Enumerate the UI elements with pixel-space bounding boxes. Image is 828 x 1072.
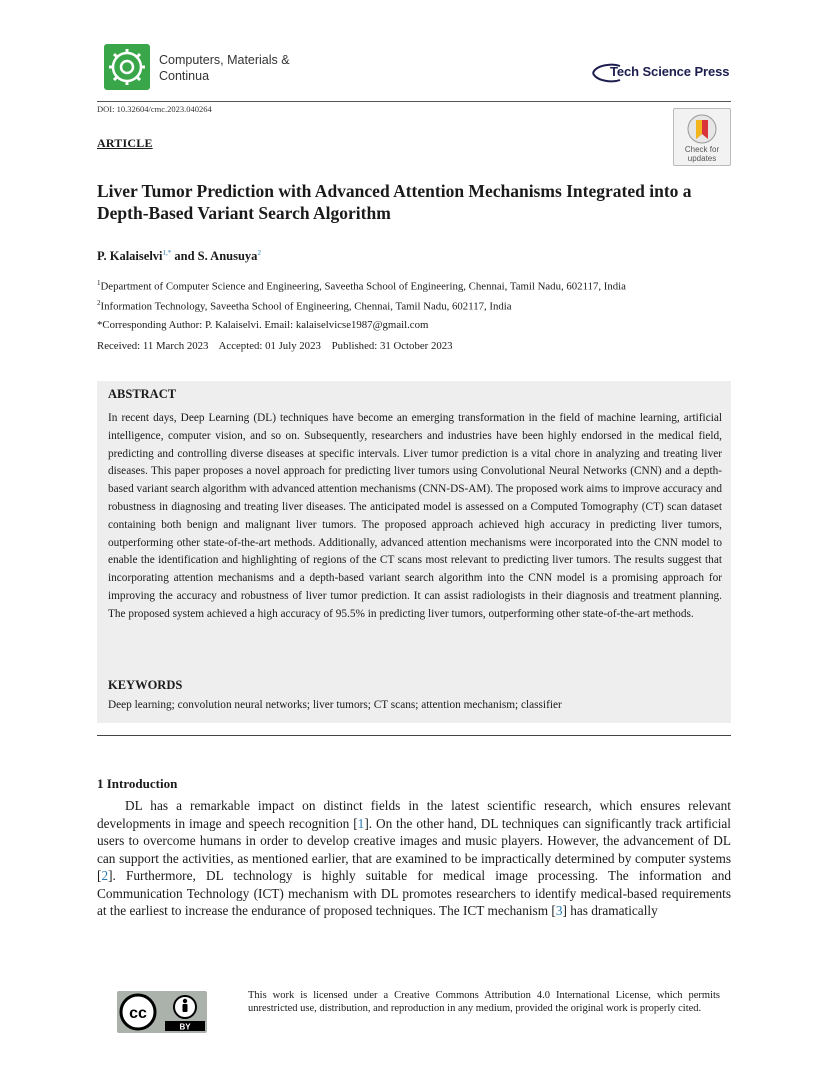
publisher-name: Tech Science Press (610, 64, 730, 79)
section-heading-introduction: 1 Introduction (97, 776, 178, 791)
journal-logo (104, 44, 150, 90)
corresponding-author: *Corresponding Author: P. Kalaiselvi. Email: kalaiselvicse1987@gmail.com (97, 319, 429, 331)
cc-by-license-badge[interactable] (117, 991, 207, 1033)
license-statement: This work is licensed under a Creative Commons Attribution 4.0 International License, which permits unrestricted use, distribution, and reproduction in any medium, provided the original work is properly cited. (248, 990, 720, 1014)
publisher-logo (590, 62, 732, 84)
paragraph-text: ]. Furthermore, DL technology is highly suitable for medical image processing. The information and Communication Technology (ICT) mechanism with DL promotes researchers to identify medical-based requirements at the earliest to increase the endurance of proposed techniques. The ICT mechanism [ (97, 868, 731, 918)
paper-title: Liver Tumor Prediction with Advanced Attention Mechanisms Integrated into a Depth-Based Variant Search Algorithm (97, 181, 692, 223)
journal-name: Computers, Materials & Continua (159, 53, 290, 83)
author-name: S. Anusuya (197, 249, 258, 264)
abstract-heading: ABSTRACT (108, 387, 177, 401)
check-for-updates-label: Check for updates (684, 145, 720, 163)
header-rule (97, 101, 731, 102)
check-for-updates-button[interactable] (673, 108, 731, 166)
paragraph-text: DL has a remarkable impact on distinct fields in the latest scientific research, which ensures relevant developments in image and speech recognition [ (97, 798, 731, 831)
affiliation-text: Information Technology, Saveetha School of Engineering, Chennai, Tamil Nadu, 602117, India (100, 300, 512, 313)
citation-link[interactable]: 2 (101, 868, 109, 883)
introduction-paragraph (97, 797, 731, 920)
affiliation-marker[interactable]: 1,* (162, 249, 172, 257)
bookmark-icon (674, 111, 732, 147)
citation-link[interactable]: 3 (555, 903, 563, 918)
affiliation-text: Department of Computer Science and Engineering, Saveetha School of Engineering, Chennai, Tamil Nadu, 602117, India (100, 280, 626, 293)
affiliation-marker: 1 (97, 279, 101, 287)
paragraph-text: ] has dramatically (562, 903, 658, 918)
keywords-text: Deep learning; convolution neural networks; liver tumors; CT scans; attention mechanism; classifier (108, 699, 562, 711)
person-icon (183, 999, 187, 1003)
affiliation-2 (97, 299, 512, 313)
article-type-label: ARTICLE (97, 136, 153, 150)
author-list (97, 249, 261, 264)
abstract-text: In recent days, Deep Learning (DL) techniques have become an emerging transformation in the field of machine learning, artificial intelligence, computer vision, and so on. Subsequently, researchers and industries have been highly endorsed in the medical field, predicting and controlling diverse diseases at specific intervals. Liver tumor prediction is a vital chore in analyzing and treating liver diseases. This paper proposes a novel approach for predicting liver tumors using Convolutional Neural Networks (CNN) and a depth-based variant search algorithm with advanced attention mechanisms (CNN-DS-AM). The proposed work aims to improve accuracy and robustness in diagnosing and treating liver diseases. The anticipated model is assessed on a Computed Tomography (CT) scan dataset containing both benign and malignant liver tumors. The proposed approach achieved high accuracy in predicting liver tumors, outperforming other state-of-the-art methods. Additionally, advanced attention mechanisms were incorporated into the CNN model to enable the identification and highlighting of regions of the CT scans most relevant to predicting liver tumors. The results suggest that incorporating attention mechanisms and a depth-based variant search algorithm into the CNN model is a promising approach for improving the accuracy and robustness of liver tumor prediction. It can assist radiologists in their diagnosis and treatment planning. The proposed system achieved a high accuracy of 95.5% in predicting liver tumors, outperforming other state-of-the-art methods. (108, 412, 722, 620)
paragraph-text: ]. On the other hand, DL techniques can significantly track artificial users to overcome humans in order to develop creative images and music players. However, the advancement of DL can support the activities, as mentioned earlier, that are examined to be impractically determined by computer systems [ (97, 815, 732, 883)
affiliation-1 (97, 279, 626, 293)
section-rule (97, 735, 731, 736)
citation-link[interactable]: 1 (357, 815, 365, 831)
author-conjunction: and (171, 249, 198, 264)
affiliation-marker[interactable]: 2 (257, 249, 261, 257)
affiliation-marker: 2 (97, 299, 101, 307)
by-icon-label: BY (179, 1022, 191, 1032)
cc-icon: cc (129, 1005, 147, 1022)
publication-dates: Received: 11 March 2023 Accepted: 01 July 2023 Published: 31 October 2023 (97, 340, 453, 352)
doi[interactable]: DOI: 10.32604/cmc.2023.040264 (97, 104, 212, 114)
keywords-heading: KEYWORDS (108, 678, 183, 692)
author-name: P. Kalaiselvi (97, 249, 163, 264)
